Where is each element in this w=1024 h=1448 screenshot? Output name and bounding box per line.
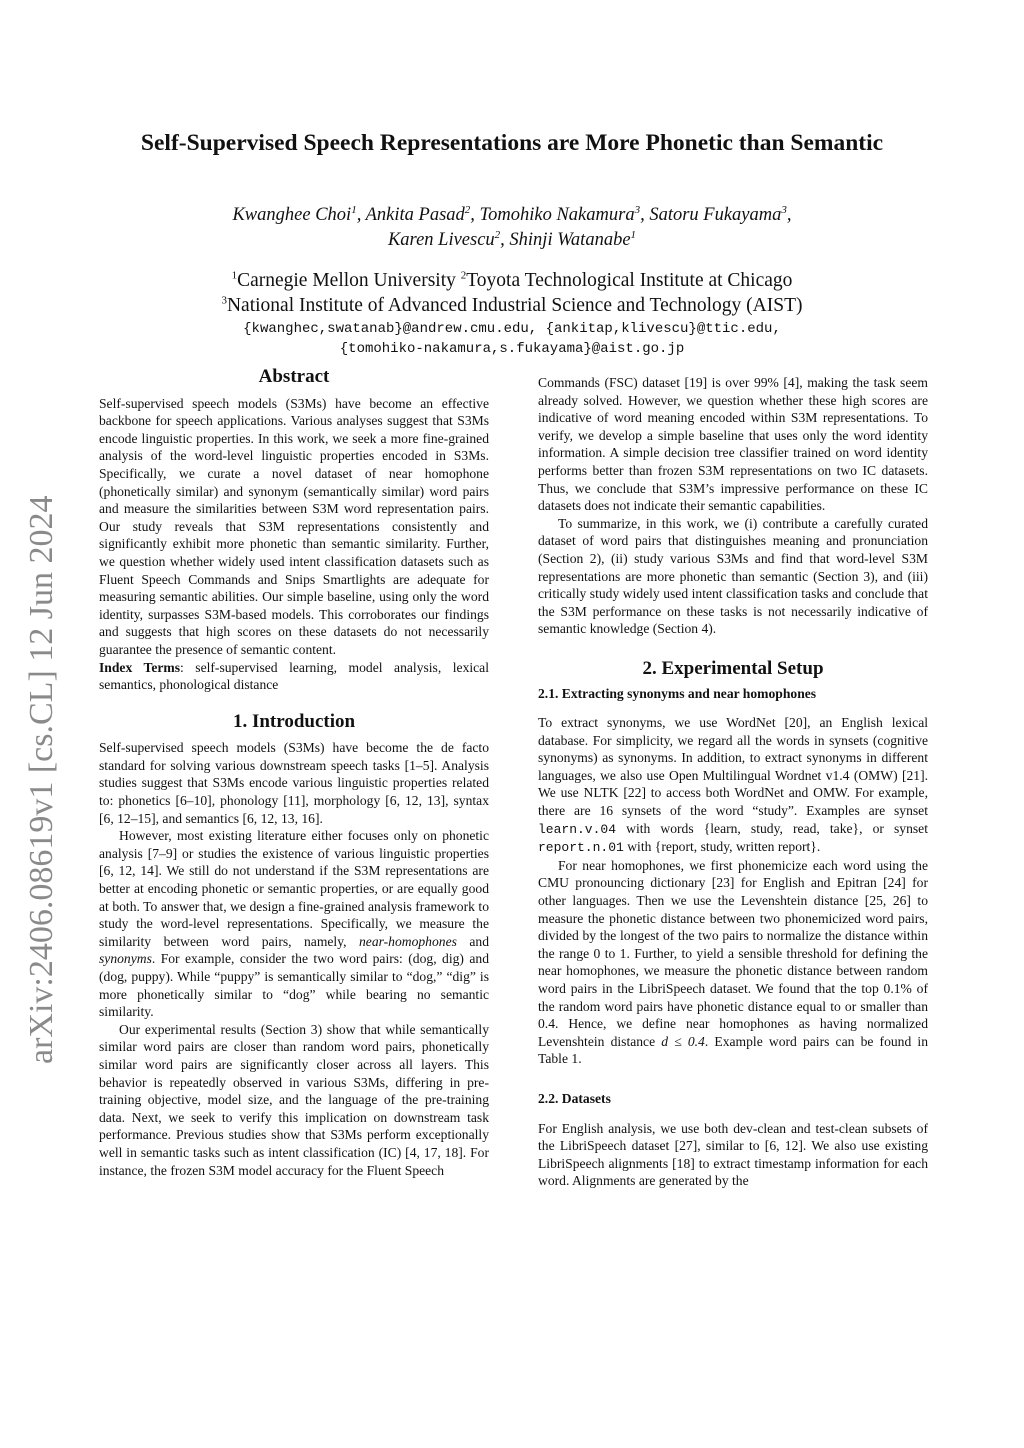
intro-paragraph-3: Our experimental results (Section 3) show that while semantically similar word pairs are closer than random word pairs, phonetically similar word pairs are significantly closer across all layers. This behavior is repeatedly observed in various S3Ms, differing in pre-training objective, model size, and the language of the pre-training data. Next, we seek to verify this implication on downstream task performance. Previous studies show that S3Ms perform exceptionally well in semantic tasks such as intent classification (IC) [4, 17, 18]. For instance, the frozen S3M model accuracy for the Fluent Speech (99, 1021, 489, 1178)
subsection-2-1-heading: 2.1. Extracting synonyms and near homophones (538, 685, 817, 701)
affiliations: $^1$Carnegie Mellon University $^2$Toyota Technological Institute at Chicago $^3$National Institute of Advanced Industrial Science and Technology (AIST) (221, 269, 803, 316)
subsection-2-2-heading: 2.2. Datasets (538, 1090, 611, 1106)
intro-paragraph-2: However, most existing literature either focuses only on phonetic analysis [7–9] or studies the existence of various linguistic properties [6, 12, 14]. We still do not understand if the S3M representations are better at encoding phonetic or semantic properties, or are equally good at both. To answer that, we design a fine-grained analysis framework to study the word-level representations. Specifically, we measure the similarity between word pairs, namely, near-homophones and synonyms. For example, consider the two word pairs: (dog, dig) and (dog, puppy). While “puppy” is semantically similar to “dog,” “dig” is more phonetically similar to “dog” while bearing no semantic similarity. (99, 828, 489, 1020)
intro-paragraph-5: To summarize, in this work, we (i) contribute a carefully curated dataset of word pairs that distinguishes meaning and pronunciation (Section 2), (ii) study various S3Ms and find that word-level S3M representations are more phonetic than semantic (Section 3), and (iii) critically study widely used intent classification tasks and conclude that the S3M performance on these tasks is not necessarily indicative of semantic knowledge (Section 4). (538, 515, 928, 637)
homophones-paragraph: For near homophones, we first phonemicize each word using the CMU pronouncing dictionary [23] for English and Epitran [24] for other languages. Then we use the Levenshtein distance [25, 26] to measure the phonetic distance between two phonemicized word pairs, divided by the longest of the two pairs to normalize the distance within the range 0 to 1. Further, to yield a sensible threshold for defining the near homophones, we measure the phonetic distance between random word pairs in the LibriSpeech dataset. We found that the top 0.1% of the random word pairs have phonetic distance equal to or smaller than 0.4. Hence, we define near homophones as having normalized Levenshtein distance d ≤ 0.4. Example word pairs can be found in Table 1. (538, 857, 928, 1067)
synonyms-paragraph: To extract synonyms, we use WordNet [20], an English lexical database. For simplicity, we regard all the words in synsets (cognitive synonyms) as synonyms. In addition, to extract synonyms in different languages, we also use Open Multilingual Wordnet v1.4 (OMW) [21]. We use NLTK [22] to access both WordNet and OMW. For example, there are 16 synsets of the word “study”. Examples are synset learn.v.04 with words {learn, study, read, take}, or synset report.n.01 with {report, study, written report}. (538, 715, 928, 856)
abstract-text: Self-supervised speech models (S3Ms) have become an effective backbone for speech applications. Various analyses suggest that S3Ms encode linguistic properties. In this work, we seek a more fine-grained analysis of the word-level linguistic properties encoded in S3Ms. Specifically, we curate a novel dataset of near homophone (phonetically similar) and synonym (semantically similar) word pairs and measure the similarities between S3M word representation pairs. Our study reveals that S3M representations consistently and significantly exhibit more phonetic than semantic similarity. Further, we question whether widely used intent classification datasets such as Fluent Speech Commands and Snips Smartlights are adequate for measuring semantic abilities. Our simple baseline, using only the word identity, surpasses S3M-based models. This corroborates our findings and suggests that high scores on these datasets do not necessarily guarantee the presence of semantic content. (99, 395, 489, 657)
intro-paragraph-1: Self-supervised speech models (S3Ms) have become the de facto standard for solving various downstream speech tasks [1–5]. Analysis studies suggest that S3Ms encode various linguistic properties related to: phonetics [6–10], phonology [11], morphology [6, 12, 13], syntax [6, 12–15], and semantics [6, 12, 13, 16]. (99, 740, 489, 826)
index-terms: Index Terms: self-supervised learning, model analysis, lexical semantics, phonological distance (99, 659, 489, 693)
intro-paragraph-4: Commands (FSC) dataset [19] is over 99% [4], making the task seem already solved. However, we question whether these high scores are indicative of word meaning encoded within S3M representations. To verify, we develop a simple baseline that uses only the word identity information. A simple decision tree classifier trained on word identity performs better than frozen S3M representations on two IC datasets. Thus, we conclude that S3M’s impressive performance on these IC datasets does not indicate their semantic capabilities. (538, 375, 928, 514)
intro-heading: 1. Introduction (232, 710, 356, 732)
author-list: Kwanghee Choi$^1$, Ankita Pasad$^2$, Tomohiko Nakamura$^3$, Satoru Fukayama$^3$, Karen Livescu$^2$, Shinji Watanabe$^1$ (232, 203, 792, 250)
abstract-heading: Abstract (258, 366, 330, 387)
datasets-paragraph: For English analysis, we use both dev-clean and test-clean subsets of the LibriSpeech dataset [27], similar to [6, 12]. We also use existing LibriSpeech alignments [18] to extract timestamp information for each word. Alignments are generated by the (538, 1120, 928, 1189)
author-emails: {kwanghec,swatanab}@andrew.cmu.edu, {ankitap,klivescu}@ttic.edu, {tomohiko-nakamura,s.fukayama}@aist.go.jp (243, 321, 781, 357)
right-column (538, 374, 928, 1190)
paper-title: Self-Supervised Speech Representations are More Phonetic than Semantic (140, 130, 884, 156)
setup-heading: 2. Experimental Setup (642, 657, 824, 679)
left-column (99, 368, 489, 1179)
